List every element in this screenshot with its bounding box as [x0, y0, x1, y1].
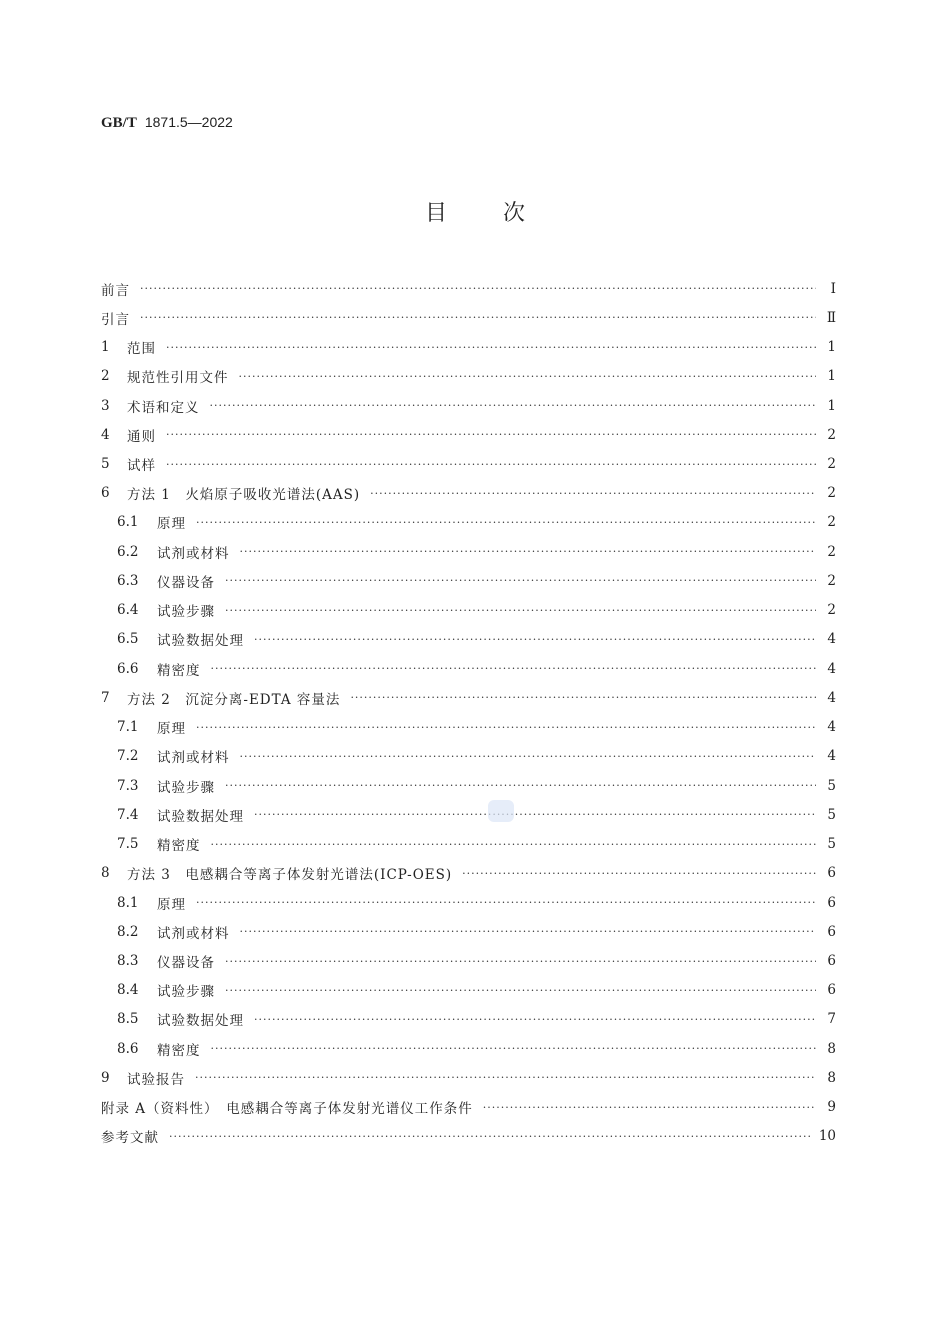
toc-label: 引言	[101, 311, 130, 328]
toc-label: 精密度	[157, 1042, 201, 1059]
toc-page-number: 8	[827, 1069, 836, 1086]
toc-label: 试剂或材料	[157, 925, 230, 942]
toc-number: 7.1	[117, 719, 139, 736]
title-char: 目	[424, 201, 447, 226]
toc-number: 8.5	[117, 1011, 139, 1028]
toc-number: 8.3	[117, 953, 139, 969]
toc-page-number: 6	[827, 865, 836, 882]
toc-page-number: 2	[827, 514, 836, 531]
toc-label: 试验步骤	[157, 604, 215, 621]
dot-leader	[210, 399, 817, 412]
toc-number: 6.6	[117, 660, 139, 677]
toc-page-number: 2	[827, 543, 836, 560]
standard-number	[101, 114, 233, 132]
toc-page-number: Ⅱ	[826, 309, 836, 326]
toc-label: 试验步骤	[157, 779, 215, 796]
toc-entry[interactable]	[101, 596, 836, 625]
toc-entry[interactable]	[101, 683, 836, 712]
toc-number: 8.6	[117, 1040, 139, 1057]
dot-leader	[254, 808, 816, 821]
toc-label: 附录 A（资料性） 电感耦合等离子体发射光谱仪工作条件	[101, 1101, 473, 1118]
dot-leader	[140, 282, 816, 295]
dot-leader	[196, 896, 816, 909]
toc-label: 方法 3 电感耦合等离子体发射光谱法(ICP-OES)	[127, 867, 453, 884]
toc-label: 试验数据处理	[157, 1013, 244, 1030]
toc-page-number: 6	[827, 923, 836, 940]
toc-number: 8.2	[117, 923, 139, 940]
toc-label: 试样	[127, 458, 156, 475]
toc-entry[interactable]	[101, 1093, 836, 1122]
toc-entry[interactable]	[101, 742, 836, 771]
dot-leader	[140, 311, 816, 324]
toc-page-number: 2	[827, 456, 836, 473]
toc-number: 9	[101, 1069, 110, 1086]
toc-page-number: 2	[827, 426, 836, 443]
toc-entry[interactable]	[101, 1034, 836, 1063]
toc-number: 3	[101, 397, 110, 414]
table-of-contents	[101, 274, 836, 1151]
toc-entry[interactable]	[101, 537, 836, 566]
dot-leader	[169, 1130, 813, 1143]
toc-page-number: 1	[827, 397, 836, 414]
toc-entry[interactable]	[101, 449, 836, 478]
toc-page-number: 1	[827, 368, 836, 385]
toc-label: 原理	[157, 896, 186, 913]
dot-leader	[196, 516, 816, 529]
toc-page-number: 1	[827, 339, 836, 356]
dot-leader	[225, 955, 816, 968]
dot-leader	[483, 1101, 816, 1114]
toc-number: 8	[101, 865, 110, 882]
toc-label: 精密度	[157, 838, 201, 855]
dot-leader	[225, 604, 816, 617]
toc-page-number: 6	[827, 894, 836, 911]
dot-leader	[239, 370, 817, 383]
toc-entry[interactable]	[101, 1005, 836, 1034]
toc-label: 规范性引用文件	[127, 370, 229, 387]
toc-entry[interactable]	[101, 625, 836, 654]
toc-number: 6	[101, 485, 110, 502]
toc-entry[interactable]	[101, 888, 836, 917]
dot-leader	[350, 691, 816, 704]
toc-label: 仪器设备	[157, 955, 215, 971]
toc-page-number: Ⅰ	[830, 280, 836, 297]
toc-number: 7.5	[117, 836, 139, 853]
toc-label: 仪器设备	[157, 574, 215, 591]
dot-leader	[240, 750, 817, 763]
dot-leader	[166, 458, 816, 471]
toc-page-number: 8	[827, 1040, 836, 1057]
toc-number: 8.4	[117, 982, 139, 999]
toc-number: 7.3	[117, 777, 139, 794]
toc-label: 试剂或材料	[157, 750, 230, 767]
toc-label: 试验步骤	[157, 984, 215, 1001]
toc-number: 6.4	[117, 602, 139, 619]
toc-entry[interactable]	[101, 829, 836, 858]
toc-page-number: 4	[827, 719, 836, 736]
toc-entry[interactable]	[101, 946, 836, 975]
toc-number: 2	[101, 368, 110, 385]
dot-leader	[211, 662, 817, 675]
toc-page-number: 4	[827, 631, 836, 648]
toc-page-number: 7	[827, 1011, 836, 1028]
toc-entry[interactable]	[101, 859, 836, 888]
dot-leader	[225, 574, 816, 587]
standard-prefix: GB/T	[101, 115, 137, 131]
dot-leader	[166, 428, 816, 441]
toc-entry[interactable]	[101, 800, 836, 829]
toc-label: 试验报告	[127, 1071, 185, 1088]
dot-leader	[211, 1042, 817, 1055]
toc-entry[interactable]	[101, 362, 836, 391]
toc-entry[interactable]	[101, 391, 836, 420]
toc-label: 试验数据处理	[157, 633, 244, 650]
toc-entry[interactable]	[101, 479, 836, 508]
toc-entry[interactable]	[101, 713, 836, 742]
toc-label: 原理	[157, 721, 186, 738]
toc-page-number: 2	[827, 602, 836, 619]
dot-leader	[254, 1013, 816, 1026]
toc-number: 7.4	[117, 806, 139, 823]
toc-page-number: 2	[827, 485, 836, 502]
toc-number: 1	[101, 339, 110, 356]
toc-label: 试剂或材料	[157, 545, 230, 562]
toc-page-number: 4	[827, 660, 836, 677]
toc-number: 7.2	[117, 748, 139, 765]
toc-entry[interactable]	[101, 1063, 836, 1092]
toc-page-number: 5	[827, 806, 836, 823]
toc-page-number: 6	[827, 953, 836, 969]
toc-label: 范围	[127, 341, 156, 358]
dot-leader	[211, 838, 817, 851]
toc-label: 精密度	[157, 662, 201, 679]
page-title	[0, 196, 950, 227]
toc-entry[interactable]	[101, 420, 836, 449]
title-char: 次	[503, 201, 526, 226]
dot-leader	[240, 925, 817, 938]
toc-entry[interactable]	[101, 917, 836, 946]
dot-leader	[225, 779, 816, 792]
toc-page-number: 6	[827, 982, 836, 999]
toc-number: 6.3	[117, 572, 139, 589]
toc-number: 8.1	[117, 894, 139, 911]
toc-number: 7	[101, 689, 110, 706]
toc-page-number: 9	[827, 1099, 836, 1116]
toc-entry[interactable]	[101, 976, 836, 1005]
standard-code: 1871.5—2022	[144, 114, 233, 130]
toc-entry[interactable]	[101, 508, 836, 537]
dot-leader	[254, 633, 816, 646]
toc-entry[interactable]	[101, 654, 836, 683]
toc-entry[interactable]	[101, 1122, 836, 1151]
toc-page-number: 10	[818, 1128, 836, 1145]
toc-entry[interactable]	[101, 332, 836, 361]
toc-label: 原理	[157, 516, 186, 533]
toc-label: 前言	[101, 282, 130, 299]
dot-leader	[166, 341, 816, 354]
toc-number: 5	[101, 456, 110, 473]
toc-page-number: 4	[827, 689, 836, 706]
toc-page-number: 4	[827, 748, 836, 765]
toc-entry[interactable]	[101, 566, 836, 595]
toc-number: 6.2	[117, 543, 139, 560]
toc-label: 通则	[127, 428, 156, 445]
dot-leader	[196, 721, 816, 734]
toc-entry[interactable]	[101, 274, 836, 303]
toc-label: 术语和定义	[127, 399, 200, 416]
toc-number: 6.5	[117, 631, 139, 648]
toc-number: 6.1	[117, 514, 139, 531]
toc-entry[interactable]	[101, 303, 836, 332]
dot-leader	[462, 867, 816, 880]
toc-label: 方法 1 火焰原子吸收光谱法(AAS)	[127, 487, 361, 504]
dot-leader	[195, 1071, 816, 1084]
dot-leader	[240, 545, 817, 558]
toc-entry[interactable]	[101, 771, 836, 800]
dot-leader	[225, 984, 816, 997]
dot-leader	[370, 487, 816, 500]
toc-page-number: 5	[827, 836, 836, 853]
watermark-logo	[488, 800, 514, 822]
toc-label: 试验数据处理	[157, 808, 244, 825]
toc-page-number: 5	[827, 777, 836, 794]
toc-number: 4	[101, 426, 110, 443]
toc-label: 参考文献	[101, 1130, 159, 1147]
toc-label: 方法 2 沉淀分离-EDTA 容量法	[127, 691, 341, 708]
toc-page-number: 2	[827, 572, 836, 589]
